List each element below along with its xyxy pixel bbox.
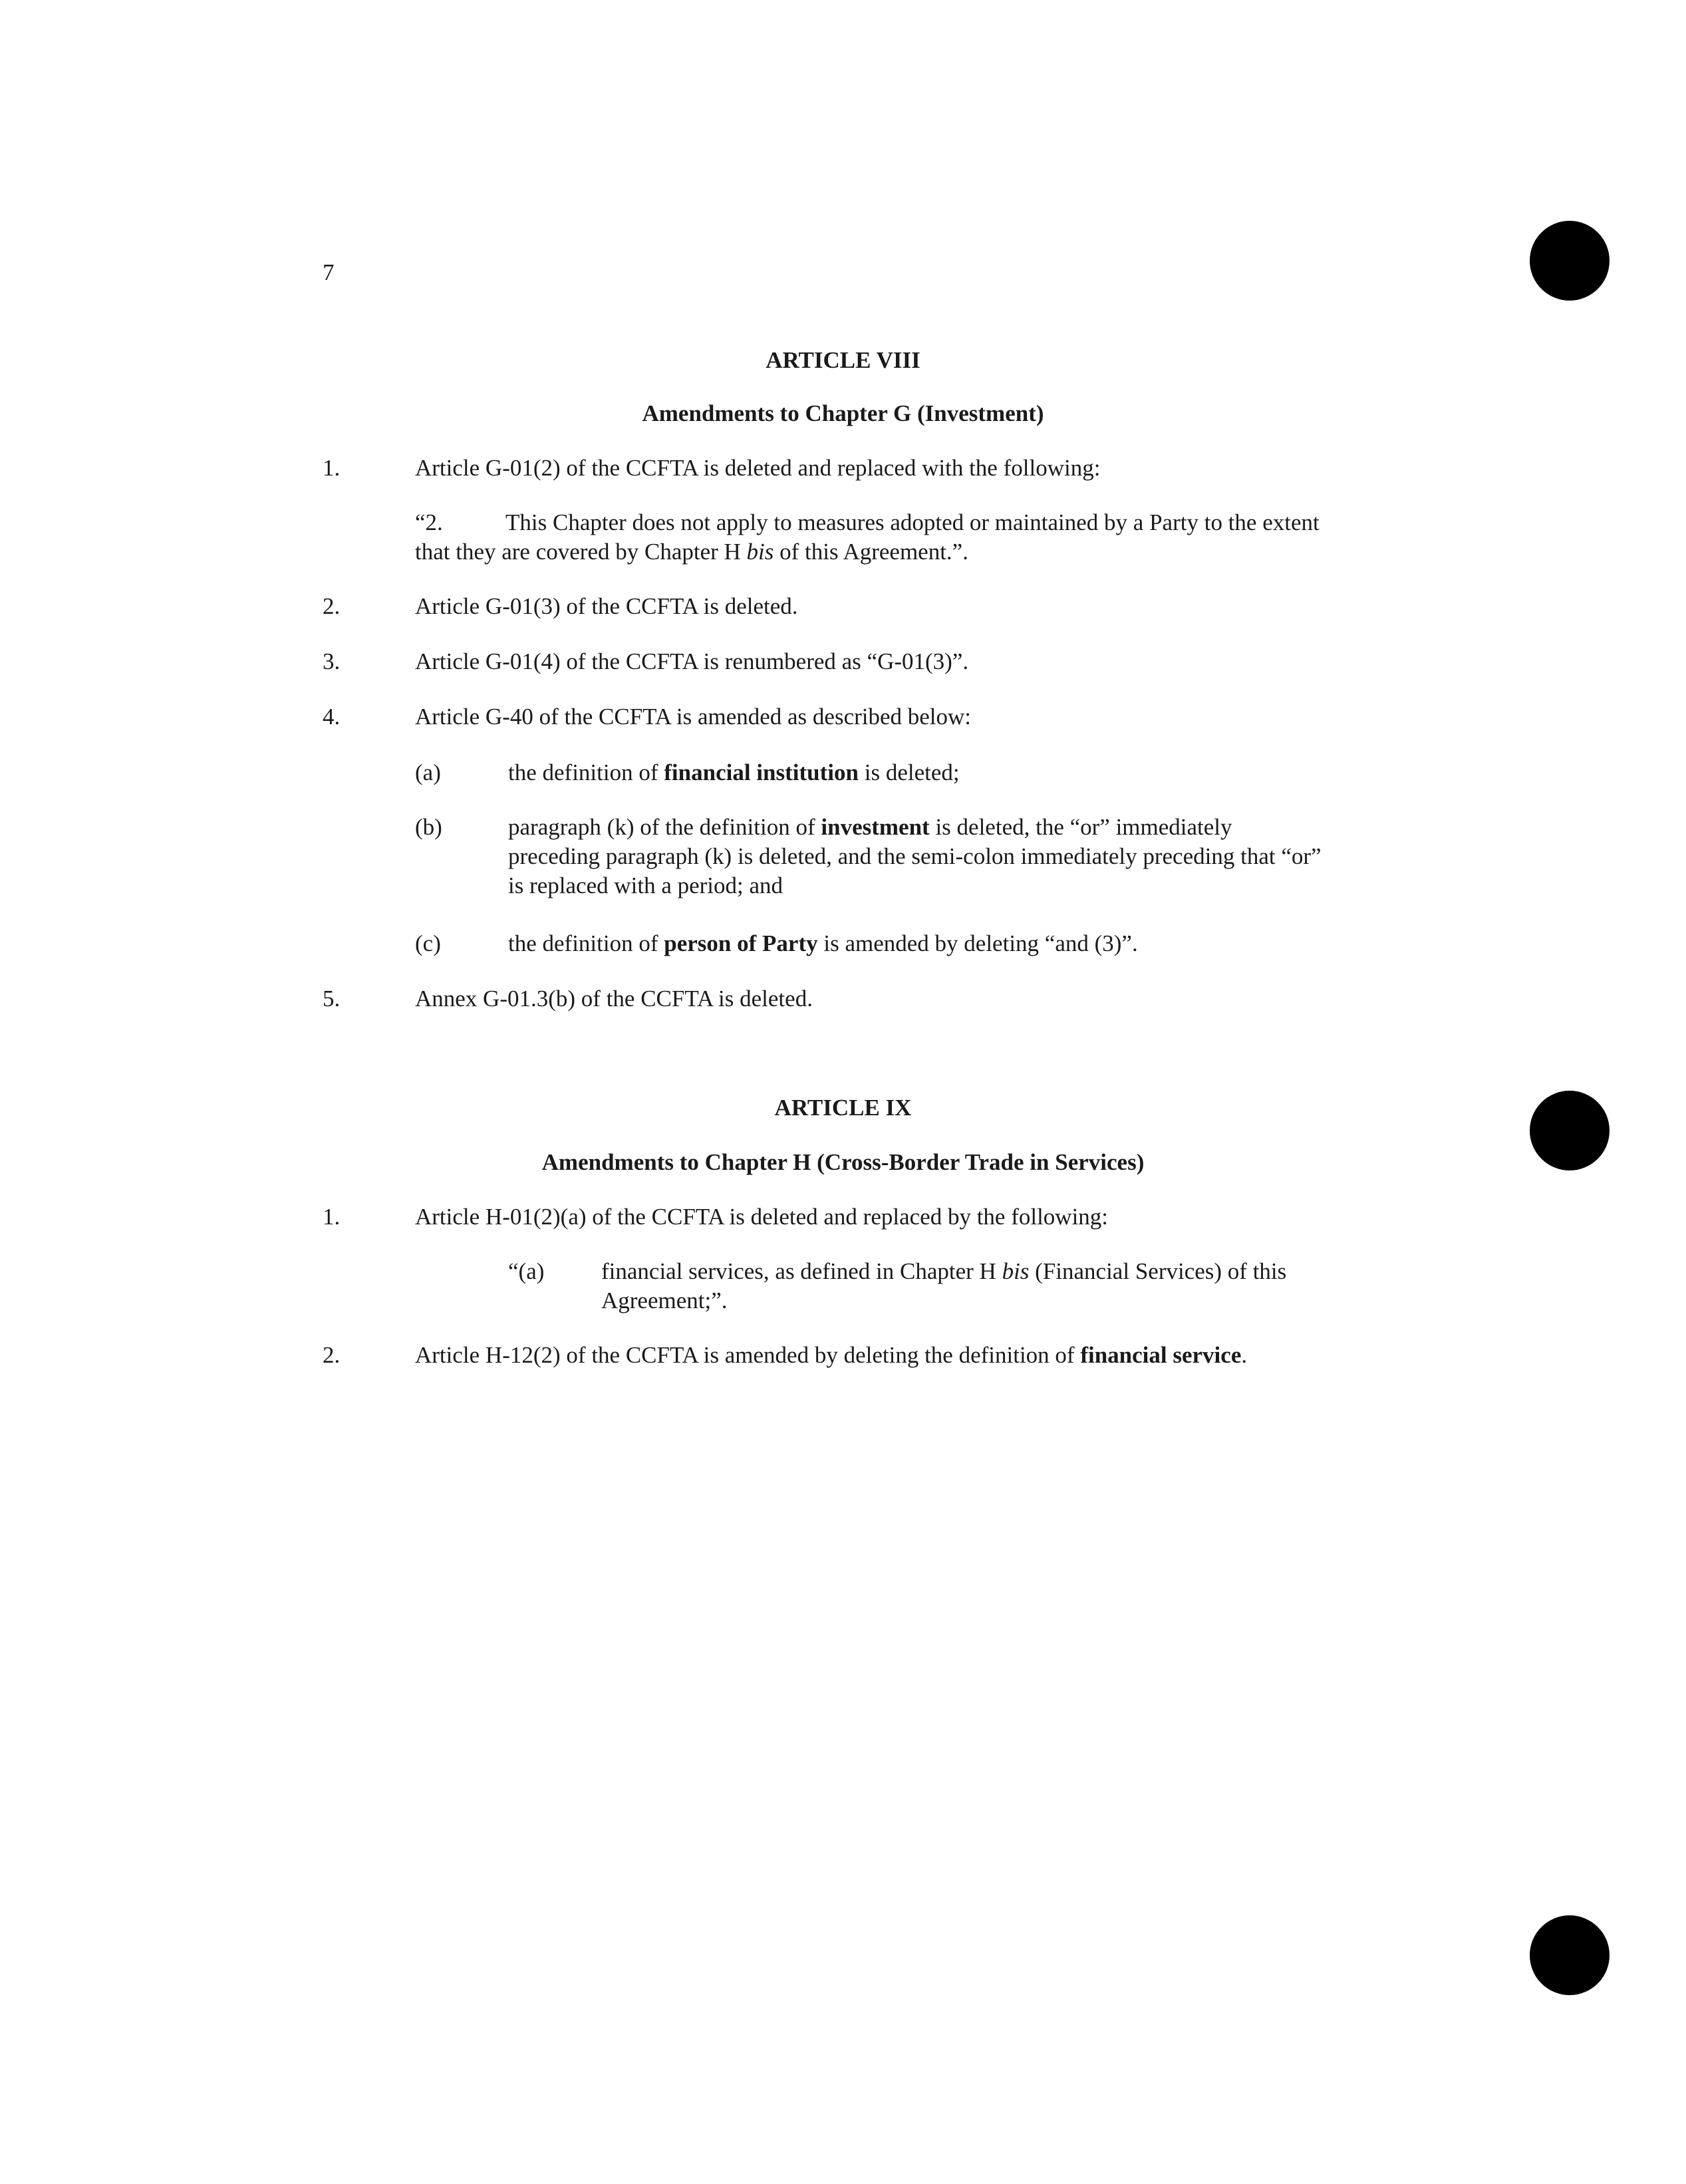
quoted-item-a-italic: bis — [1002, 1258, 1030, 1284]
punch-hole-bottom — [1530, 1915, 1610, 1995]
article-viii-para-4-number: 4. — [323, 704, 341, 730]
item-b-label: (b) — [415, 814, 442, 840]
article-viii-quoted-paragraph — [415, 508, 1359, 567]
article-viii-para-2-number: 2. — [323, 593, 341, 619]
article-viii-para-5-text: Annex G-01.3(b) of the CCFTA is deleted. — [415, 986, 813, 1012]
article-ix-para-1-number: 1. — [323, 1204, 341, 1230]
punch-hole-top — [1530, 221, 1610, 301]
quoted-paragraph-text-b: of this Agreement.”. — [773, 539, 968, 565]
article-ix-subheading: Amendments to Chapter H (Cross-Border Trade in Services) — [541, 1149, 1145, 1175]
article-ix-heading: ARTICLE IX — [774, 1095, 912, 1121]
article-viii-heading: ARTICLE VIII — [766, 347, 920, 373]
quoted-paragraph-italic: bis — [746, 539, 774, 565]
article-ix-para-2-text: Article H-12(2) of the CCFTA is amended by deleting the definition of financial service. — [415, 1342, 1248, 1368]
quoted-item-a-label: “(a) — [508, 1258, 545, 1284]
article-viii-para-3-text: Article G-01(4) of the CCFTA is renumbered as “G-01(3)”. — [415, 648, 969, 674]
page-number: 7 — [323, 259, 335, 285]
article-viii-para-1-number: 1. — [323, 455, 341, 481]
article-viii-para-3-number: 3. — [323, 648, 341, 674]
article-viii-para-1-text: Article G-01(2) of the CCFTA is deleted and replaced with the following: — [415, 455, 1101, 481]
item-a-text: the definition of financial institution is deleted; — [508, 759, 960, 785]
article-viii-para-5-number: 5. — [323, 986, 341, 1012]
item-b-text: paragraph (k) of the definition of investment is deleted, the “or” immediately preceding paragraph (k) is deleted, and the semi-colon immediately preceding that “or” is replaced with a period; and — [508, 814, 1322, 899]
item-b-defined-term: investment — [821, 814, 930, 840]
item-c-text: the definition of person of Party is amended by deleting “and (3)”. — [508, 930, 1138, 956]
article-ix-para-1-text: Article H-01(2)(a) of the CCFTA is deleted and replaced by the following: — [415, 1204, 1109, 1230]
quoted-paragraph-number: “2. — [415, 509, 443, 535]
article-ix-para-2-defined-term: financial service — [1080, 1342, 1242, 1368]
item-a-label: (a) — [415, 759, 441, 785]
item-a-defined-term: financial institution — [664, 759, 859, 785]
quoted-paragraph-text-a: This Chapter does not apply to measures adopted or maintained by a Party to the extent that they are covered by Chapter H — [415, 509, 1320, 565]
quoted-item-a-text: financial services, as defined in Chapter H bis (Financial Services) of this Agreement;”. — [601, 1258, 1287, 1314]
article-viii-para-4-text: Article G-40 of the CCFTA is amended as described below: — [415, 704, 972, 730]
article-ix-para-2-number: 2. — [323, 1342, 341, 1368]
item-c-label: (c) — [415, 930, 441, 956]
article-viii-subheading: Amendments to Chapter G (Investment) — [642, 400, 1044, 426]
item-c-defined-term: person of Party — [664, 930, 818, 956]
article-viii-para-2-text: Article G-01(3) of the CCFTA is deleted. — [415, 593, 798, 619]
